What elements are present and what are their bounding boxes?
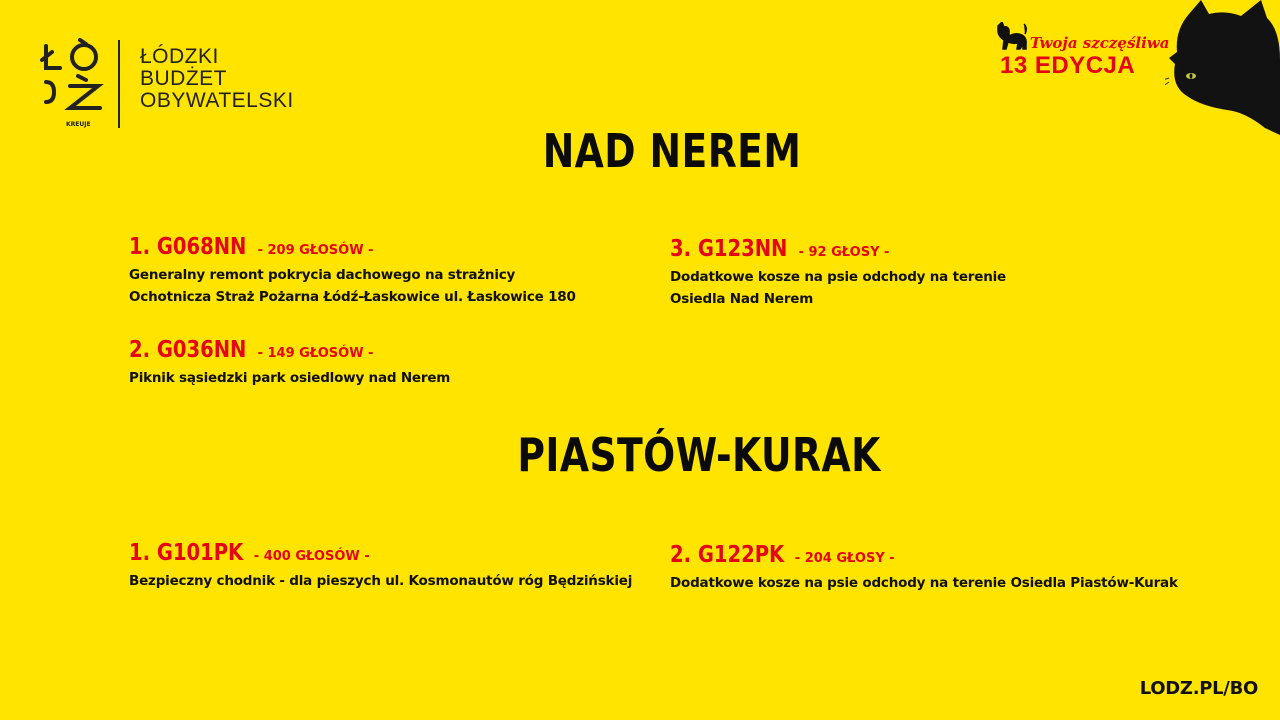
project-votes: - 209 GŁOSÓW - — [257, 243, 374, 258]
logo-mark-caption: KREUJE — [66, 121, 91, 128]
project-entry — [129, 337, 649, 389]
project-votes: - 400 GŁOSÓW - — [253, 549, 370, 564]
project-votes: - 204 GŁOSY - — [794, 551, 895, 566]
project-votes: - 92 GŁOSY - — [798, 245, 890, 260]
logo-line-1: ŁÓDZKI — [140, 45, 219, 68]
footer-url-link[interactable]: LODZ.PL/BO — [1139, 678, 1258, 699]
project-description-line: Generalny remont pokrycia dachowego na strażnicy — [129, 267, 516, 283]
lodz-logo-mark-icon — [40, 38, 110, 130]
project-code: 1. G101PK — [129, 540, 244, 566]
project-description-line: Ochotnicza Straż Pożarna Łódź-Łaskowice ul. Łaskowice 180 — [129, 289, 576, 305]
section-title-nad-nerem: NAD NEREM — [542, 124, 802, 178]
logo-line-2: BUDŻET — [140, 67, 227, 90]
project-votes: - 149 GŁOSÓW - — [257, 346, 374, 361]
edition-number: 13 EDYCJA — [1000, 52, 1136, 79]
project-entry — [670, 236, 1190, 310]
section-title-piastow-kurak: PIASTÓW-KURAK — [517, 428, 881, 482]
logo-text — [140, 46, 294, 112]
project-description-line: Dodatkowe kosze na psie odchody na terenie Osiedla Piastów-Kurak — [670, 575, 1178, 591]
edition-tagline: Twoja szczęśliwa — [1030, 34, 1170, 52]
project-entry — [670, 542, 1190, 594]
project-description-line: Bezpieczny chodnik - dla pieszych ul. Kosmonautów róg Będzińskiej — [129, 573, 633, 589]
project-description-line: Dodatkowe kosze na psie odchody na terenie — [670, 269, 1006, 285]
project-code: 2. G036NN — [129, 337, 247, 363]
logo-divider — [118, 40, 120, 128]
small-cat-icon — [994, 22, 1028, 50]
project-code: 1. G068NN — [129, 234, 247, 260]
logo-line-3: OBYWATELSKI — [140, 89, 294, 112]
project-description-line: Piknik sąsiedzki park osiedlowy nad Nerem — [129, 370, 451, 386]
project-code: 3. G123NN — [670, 236, 788, 262]
edition-badge — [992, 22, 1170, 82]
project-description-line: Osiedla Nad Nerem — [670, 291, 814, 307]
project-entry — [129, 540, 649, 592]
project-code: 2. G122PK — [670, 542, 785, 568]
lodz-budget-logo — [40, 38, 320, 133]
black-cat-image — [1165, 0, 1280, 135]
project-entry — [129, 234, 649, 308]
